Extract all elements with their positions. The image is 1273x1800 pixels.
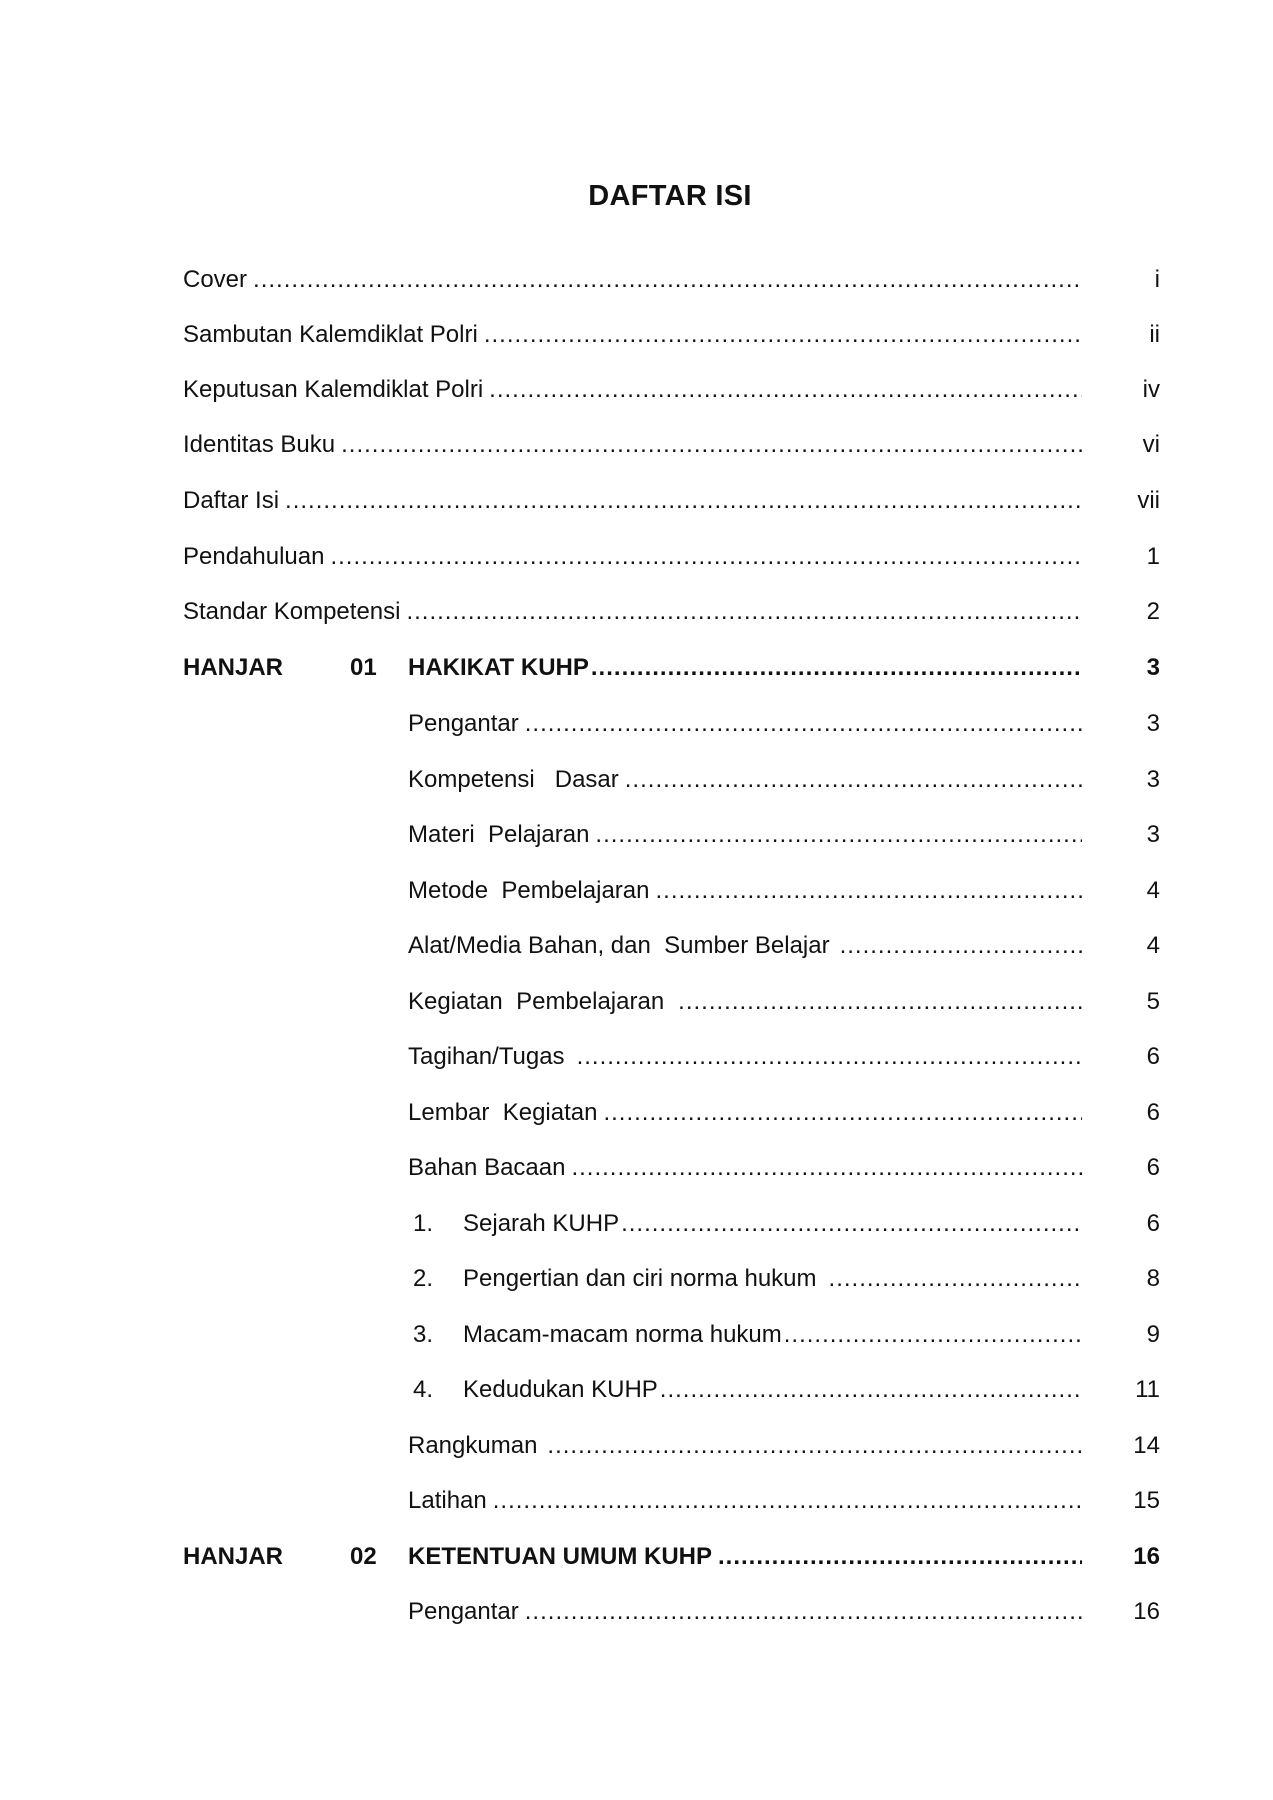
toc-entry[interactable] xyxy=(0,985,1273,1019)
dot-leader xyxy=(525,1595,1082,1629)
toc-entry[interactable] xyxy=(0,318,1273,352)
toc-page-number: 4 xyxy=(1146,932,1160,959)
toc-label: Latihan xyxy=(408,1487,487,1514)
toc-label: Pengantar xyxy=(408,710,519,737)
toc-page-number: vii xyxy=(1137,487,1160,514)
toc-page-number: 3 xyxy=(1146,766,1160,793)
dot-leader xyxy=(341,428,1082,462)
dot-leader xyxy=(253,263,1082,297)
toc-page-number: 5 xyxy=(1146,988,1160,1015)
hanjar-number: 02 xyxy=(350,1543,377,1570)
toc-subentry[interactable] xyxy=(0,1207,1273,1241)
toc-page-number: 16 xyxy=(1133,1598,1160,1625)
toc-page-number: 3 xyxy=(1146,710,1160,737)
dot-leader xyxy=(484,318,1082,352)
toc-page-number: 6 xyxy=(1146,1210,1160,1237)
dot-leader xyxy=(330,540,1082,574)
subentry-number: 3. xyxy=(413,1321,434,1348)
dot-leader xyxy=(784,1318,1082,1352)
toc-entry[interactable] xyxy=(0,1040,1273,1074)
toc-entry[interactable] xyxy=(0,1151,1273,1185)
toc-entry[interactable] xyxy=(0,428,1273,462)
toc-label: Alat/Media Bahan, dan Sumber Belajar xyxy=(408,932,830,959)
hanjar-heading[interactable] xyxy=(0,651,1273,685)
toc-entry[interactable] xyxy=(0,1595,1273,1629)
toc-label: Keputusan Kalemdiklat Polri xyxy=(183,376,484,403)
page-title: DAFTAR ISI xyxy=(588,180,752,212)
toc-label: Sejarah KUHP xyxy=(463,1210,620,1237)
toc-page-number: i xyxy=(1154,266,1160,293)
hanjar-title: HAKIKAT KUHP xyxy=(408,654,589,681)
toc-label: Pengertian dan ciri norma hukum xyxy=(463,1265,817,1292)
toc-label: Identitas Buku xyxy=(183,431,336,458)
toc-page-number: 3 xyxy=(1146,821,1160,848)
toc-entry[interactable] xyxy=(0,929,1273,963)
dot-leader xyxy=(493,1484,1082,1518)
toc-page-number: 6 xyxy=(1146,1099,1160,1126)
dot-leader xyxy=(525,707,1082,741)
dot-leader xyxy=(621,1207,1082,1241)
toc-label: Standar Kompetensi xyxy=(183,598,401,625)
toc-subentry[interactable] xyxy=(0,1318,1273,1352)
toc-entry[interactable] xyxy=(0,818,1273,852)
toc-page-number: 15 xyxy=(1133,1487,1160,1514)
toc-entry[interactable] xyxy=(0,263,1273,297)
hanjar-label: HANJAR xyxy=(183,1543,284,1570)
toc-entry[interactable] xyxy=(0,373,1273,407)
dot-leader xyxy=(829,1262,1082,1296)
dot-leader xyxy=(718,1540,1082,1574)
toc-label: Pendahuluan xyxy=(183,543,325,570)
dot-leader xyxy=(489,373,1082,407)
toc-entry[interactable] xyxy=(0,1429,1273,1463)
toc-label: Lembar Kegiatan xyxy=(408,1099,598,1126)
subentry-number: 2. xyxy=(413,1265,434,1292)
toc-entry[interactable] xyxy=(0,595,1273,629)
dot-leader xyxy=(625,763,1082,797)
dot-leader xyxy=(595,818,1082,852)
toc-label: Kedudukan KUHP xyxy=(463,1376,658,1403)
subentry-number: 4. xyxy=(413,1376,434,1403)
toc-page-number: 9 xyxy=(1146,1321,1160,1348)
dot-leader xyxy=(547,1429,1082,1463)
toc-label: Bahan Bacaan xyxy=(408,1154,566,1181)
toc-page-number: iv xyxy=(1142,376,1160,403)
toc-entry[interactable] xyxy=(0,1484,1273,1518)
toc-label: Rangkuman xyxy=(408,1432,538,1459)
toc-page-number: 16 xyxy=(1133,1543,1160,1570)
subentry-number: 1. xyxy=(413,1210,434,1237)
toc-label: Tagihan/Tugas xyxy=(408,1043,565,1070)
toc-label: Pengantar xyxy=(408,1598,519,1625)
toc-page-number: 6 xyxy=(1146,1043,1160,1070)
toc-label: Metode Pembelajaran xyxy=(408,877,650,904)
toc-page-number: 14 xyxy=(1133,1432,1160,1459)
toc-page-number: 6 xyxy=(1146,1154,1160,1181)
toc-label: Macam-macam norma hukum xyxy=(463,1321,782,1348)
dot-leader xyxy=(840,929,1082,963)
dot-leader xyxy=(591,651,1082,685)
toc-page-number: ii xyxy=(1149,321,1160,348)
toc-label: Kompetensi Dasar xyxy=(408,766,619,793)
dot-leader xyxy=(406,595,1082,629)
toc-label: Materi Pelajaran xyxy=(408,821,590,848)
toc-label: Sambutan Kalemdiklat Polri xyxy=(183,321,478,348)
toc-page-number: 2 xyxy=(1146,598,1160,625)
toc-entry[interactable] xyxy=(0,874,1273,908)
dot-leader xyxy=(285,484,1082,518)
toc-label: Kegiatan Pembelajaran xyxy=(408,988,665,1015)
dot-leader xyxy=(655,874,1082,908)
toc-page-number: 1 xyxy=(1146,543,1160,570)
dot-leader xyxy=(577,1040,1082,1074)
toc-entry[interactable] xyxy=(0,540,1273,574)
toc-entry[interactable] xyxy=(0,707,1273,741)
toc-page-number: 8 xyxy=(1146,1265,1160,1292)
toc-page-number: 3 xyxy=(1146,654,1160,681)
toc-page-number: vi xyxy=(1142,431,1160,458)
toc-subentry[interactable] xyxy=(0,1262,1273,1296)
toc-entry[interactable] xyxy=(0,484,1273,518)
toc-entry[interactable] xyxy=(0,1096,1273,1130)
hanjar-label: HANJAR xyxy=(183,654,284,681)
toc-page-number: 11 xyxy=(1135,1376,1160,1403)
toc-label: Cover xyxy=(183,266,248,293)
dot-leader xyxy=(603,1096,1082,1130)
dot-leader xyxy=(660,1373,1082,1407)
hanjar-number: 01 xyxy=(350,654,377,681)
toc-page-number: 4 xyxy=(1146,877,1160,904)
hanjar-heading[interactable] xyxy=(0,1540,1273,1574)
toc-subentry[interactable] xyxy=(0,1373,1273,1407)
dot-leader xyxy=(571,1151,1082,1185)
toc-entry[interactable] xyxy=(0,763,1273,797)
toc-label: Daftar Isi xyxy=(183,487,280,514)
dot-leader xyxy=(678,985,1082,1019)
hanjar-title: KETENTUAN UMUM KUHP xyxy=(408,1543,712,1570)
